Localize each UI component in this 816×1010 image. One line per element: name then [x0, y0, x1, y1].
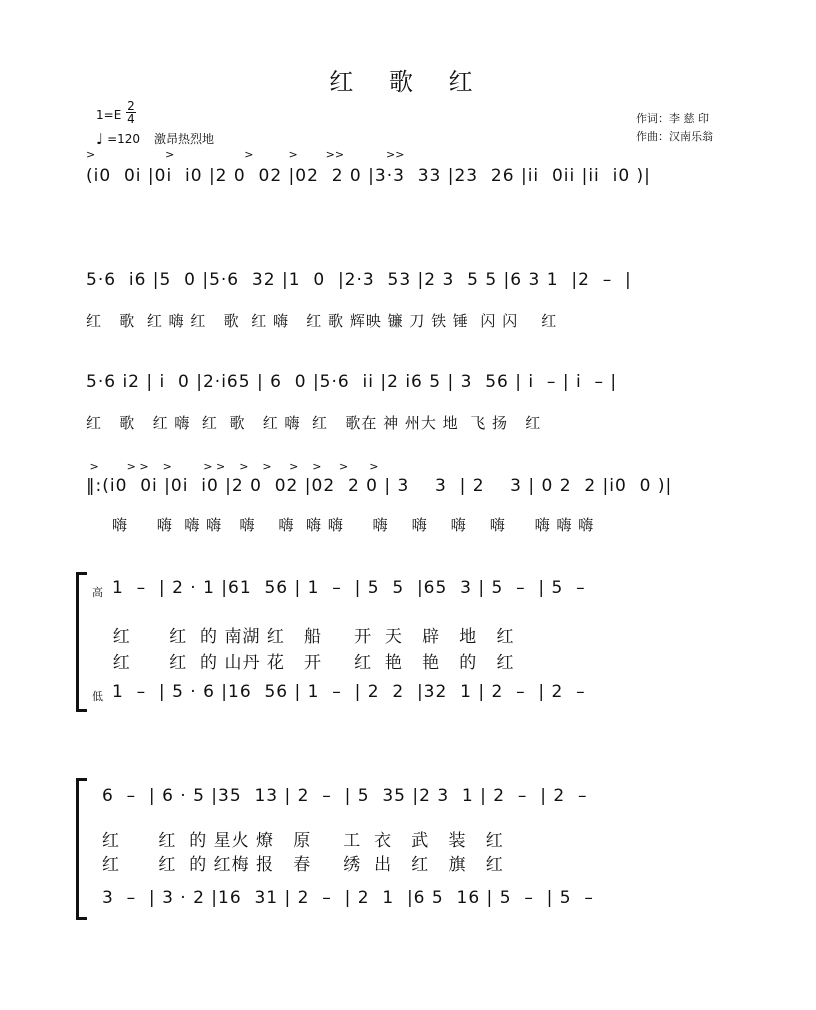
system-brace	[76, 572, 87, 712]
verse1-notes: 5·6 i6 |5 0 |5·6 32 |1 0 |2·3 53 |2 3 5 5 |6 3 1 |2 – |	[86, 270, 632, 290]
composer: 作曲：汉南乐翁	[636, 130, 713, 143]
intro-accents: > > > > >> >>	[86, 148, 405, 161]
verse2-lyrics: 红 歌 红 嗨 红 歌 红 嗨 红 歌在 神 州大 地 飞 扬 红	[86, 414, 542, 432]
duet1-lyrics2: 红 红 的 山丹 花 开 红 艳 艳 的 红	[100, 653, 515, 673]
duet2-lyrics1: 红 红 的 星火 燎 原 工 衣 武 装 红	[102, 831, 504, 851]
verse2-notes: 5·6 i2 | i 0 |2·i65 | 6 0 |5·6 ii |2 i6 5 | 3 56 | i – | i – |	[86, 372, 618, 392]
time-sig-bottom: 4	[127, 112, 135, 126]
chorus-notes: ‖:(i0 0i |0i i0 |2 0 02 |02 2 0 | 3 3 | 2 3 | 0 2 2 |i0 0 )|	[86, 476, 673, 496]
verse1-lyrics: 红 歌 红 嗨 红 歌 红 嗨 红 歌 辉映 镰 刀 铁 锤 闪 闪 红	[86, 312, 558, 330]
high-part-label: 高	[92, 586, 103, 599]
song-title: 红 歌 红	[329, 68, 487, 96]
chorus-accents: > > > > > > > > > > > >	[86, 460, 379, 473]
key-label: 1=E	[96, 108, 122, 122]
tempo-value: =120	[107, 132, 141, 146]
duet2-lyrics2: 红 红 的 红梅 报 春 绣 出 红 旗 红	[102, 855, 504, 875]
key-signature	[96, 99, 135, 126]
duet2-low-notes: 3 – | 3 · 2 |16 31 | 2 – | 2 1 |6 5 16 | 5 – | 5 –	[102, 888, 601, 908]
credits	[636, 110, 713, 146]
duet1-low-notes: 1 – | 5 · 6 |16 56 | 1 – | 2 2 |32 1 | 2 – | 2 –	[112, 682, 593, 702]
mood-marking: 激昂热烈地	[154, 132, 215, 146]
time-sig-top: 2	[127, 99, 135, 113]
chorus-lyrics: 嗨 嗨 嗨 嗨 嗨 嗨 嗨 嗨 嗨 嗨 嗨 嗨 嗨 嗨 嗨	[112, 516, 595, 534]
duet2-high-notes: 6 – | 6 · 5 |35 13 | 2 – | 5 35 |2 3 1 | 2 – | 2 –	[102, 786, 594, 806]
system-brace-2	[76, 778, 87, 920]
low-part-label: 低	[92, 690, 103, 703]
time-signature	[126, 100, 136, 125]
duet1-lyrics1: 红 红 的 南湖 红 船 开 天 辟 地 红	[100, 627, 515, 647]
quarter-note-icon: ♩	[96, 130, 104, 148]
duet1-high-notes: 1 – | 2 · 1 |61 56 | 1 – | 5 5 |65 3 | 5 – | 5 –	[112, 578, 593, 598]
tempo-marking	[96, 130, 140, 148]
intro-notes: (i0 0i |0i i0 |2 0 02 |02 2 0 |3·3 33 |23 26 |ii 0ii |ii i0 )|	[86, 166, 651, 186]
lyricist: 作词：李 慈 印	[636, 112, 709, 125]
